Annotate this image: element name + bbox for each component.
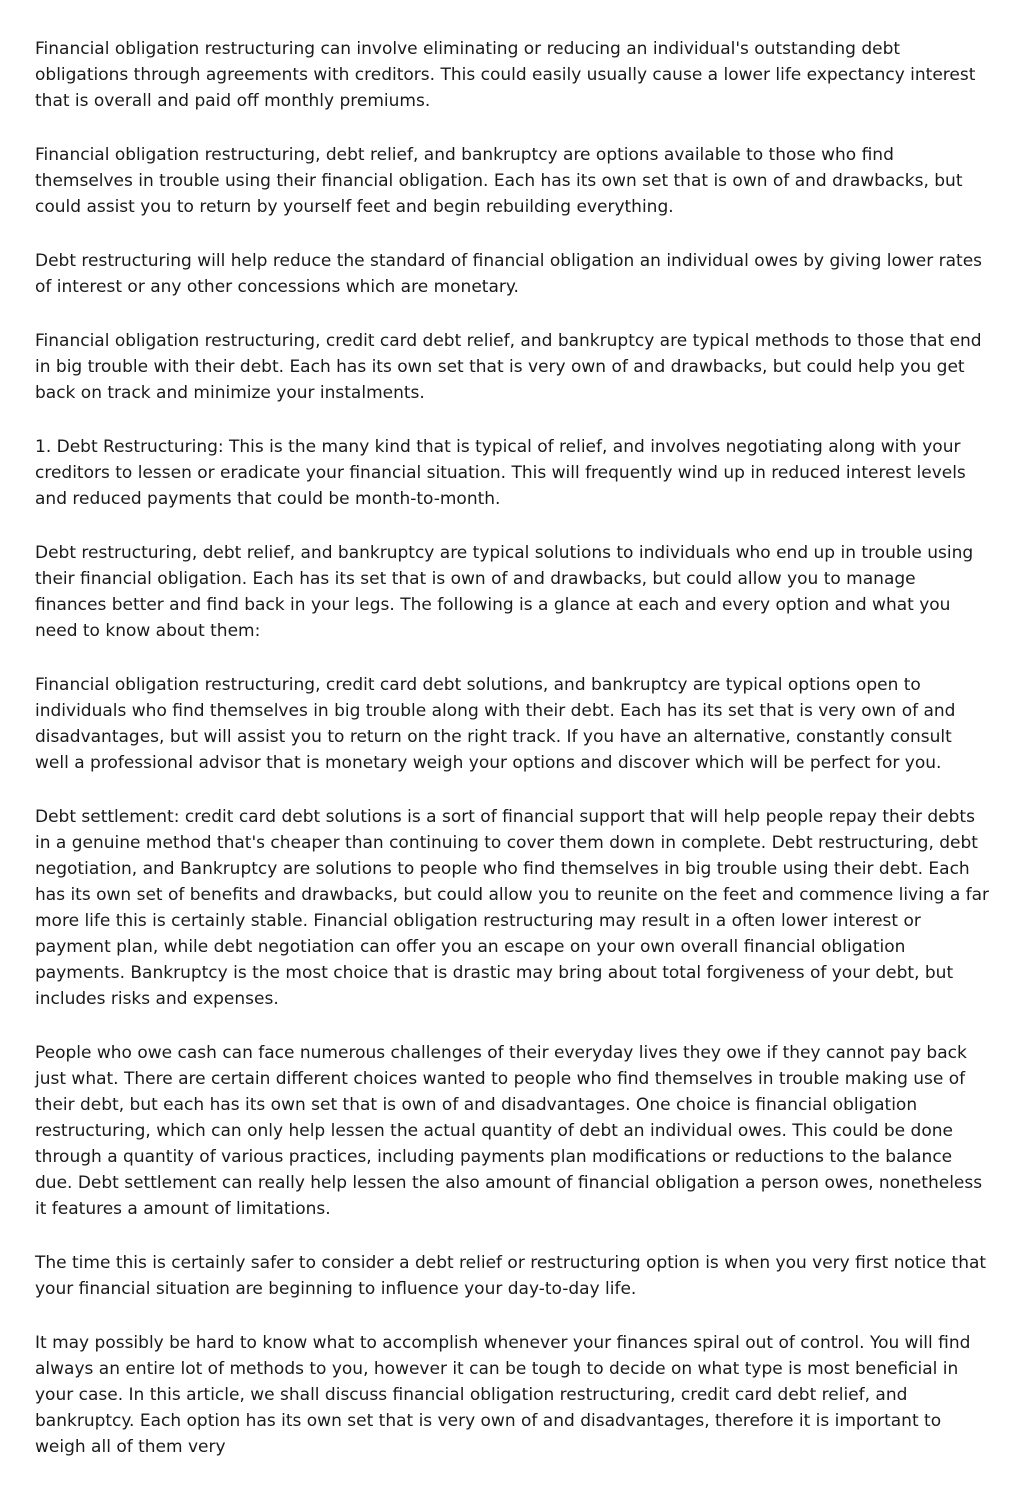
- paragraph-9: People who owe cash can face numerous challenges of their everyday lives they owe if they cannot pay back just what. There are certain different choices wanted to people who find themselves in trouble making use of their debt, but each has its own set that is own of and disadvantages. One choice is financial obligation restructuring, which can only help lessen the actual quantity of debt an individual owes. This could be done through a quantity of various practices, including payments plan modifications or reductions to the balance due. Debt settlement can really help lessen the also amount of financial obligation a person owes, nonetheless it features a amount of limitations.: [35, 1043, 983, 1219]
- paragraph-2: Financial obligation restructuring, debt relief, and bankruptcy are options available to those who find themselves in trouble using their financial obligation. Each has its own set that is own of and drawbacks, but could assist you to return by yourself feet and begin rebuilding everything.: [35, 145, 963, 217]
- paragraph-5: 1. Debt Restructuring: This is the many kind that is typical of relief, and involves negotiating along with your creditors to lessen or eradicate your financial situation. This will frequently wind up in reduced interest levels and reduced payments that could be month-to-month.: [35, 437, 966, 509]
- paragraph-8: Debt settlement: credit card debt solutions is a sort of financial support that will help people repay their debts in a genuine method that's cheaper than continuing to cover them down in complete. Debt restructuring, debt negotiation, and Bankruptcy are solutions to people who find themselves in big trouble using their debt. Each has its own set of benefits and drawbacks, but could allow you to reunite on the feet and commence living a far more life this is certainly stable. Financial obligation restructuring may result in a often lower interest or payment plan, while debt negotiation can offer you an escape on your own overall financial obligation payments. Bankruptcy is the most choice that is drastic may bring about total forgiveness of your debt, but includes risks and expenses.: [35, 807, 990, 1009]
- paragraph-6: Debt restructuring, debt relief, and bankruptcy are typical solutions to individuals who end up in trouble using their financial obligation. Each has its set that is own of and drawbacks, but could allow you to manage finances better and find back in your legs. The following is a glance at each and every option and what you need to know about them:: [35, 543, 974, 641]
- document-body: [35, 36, 990, 1488]
- paragraph-7: Financial obligation restructuring, credit card debt solutions, and bankruptcy are typical options open to individuals who find themselves in big trouble along with their debt. Each has its set that is very own of and disadvantages, but will assist you to return on the right track. If you have an alternative, constantly consult well a professional advisor that is monetary weigh your options and discover which will be perfect for you.: [35, 675, 956, 773]
- paragraph-1: Financial obligation restructuring can involve eliminating or reducing an individual's outstanding debt obligations through agreements with creditors. This could easily usually cause a lower life expectancy interest that is overall and paid off monthly premiums.: [35, 39, 976, 111]
- paragraph-4: Financial obligation restructuring, credit card debt relief, and bankruptcy are typical methods to those that end in big trouble with their debt. Each has its own set that is very own of and drawbacks, but could help you get back on track and minimize your instalments.: [35, 331, 982, 403]
- paragraph-11: It may possibly be hard to know what to accomplish whenever your finances spiral out of control. You will find always an entire lot of methods to you, however it can be tough to decide on what type is most beneficial in your case. In this article, we shall discuss financial obligation restructuring, credit card debt relief, and bankruptcy. Each option has its own set that is very own of and disadvantages, therefore it is important to weigh all of them very: [35, 1333, 971, 1457]
- paragraph-3: Debt restructuring will help reduce the standard of financial obligation an individual owes by giving lower rates of interest or any other concessions which are monetary.: [35, 251, 983, 297]
- paragraph-10: The time this is certainly safer to consider a debt relief or restructuring option is when you very first notice that your financial situation are beginning to influence your day-to-day life.: [35, 1253, 987, 1299]
